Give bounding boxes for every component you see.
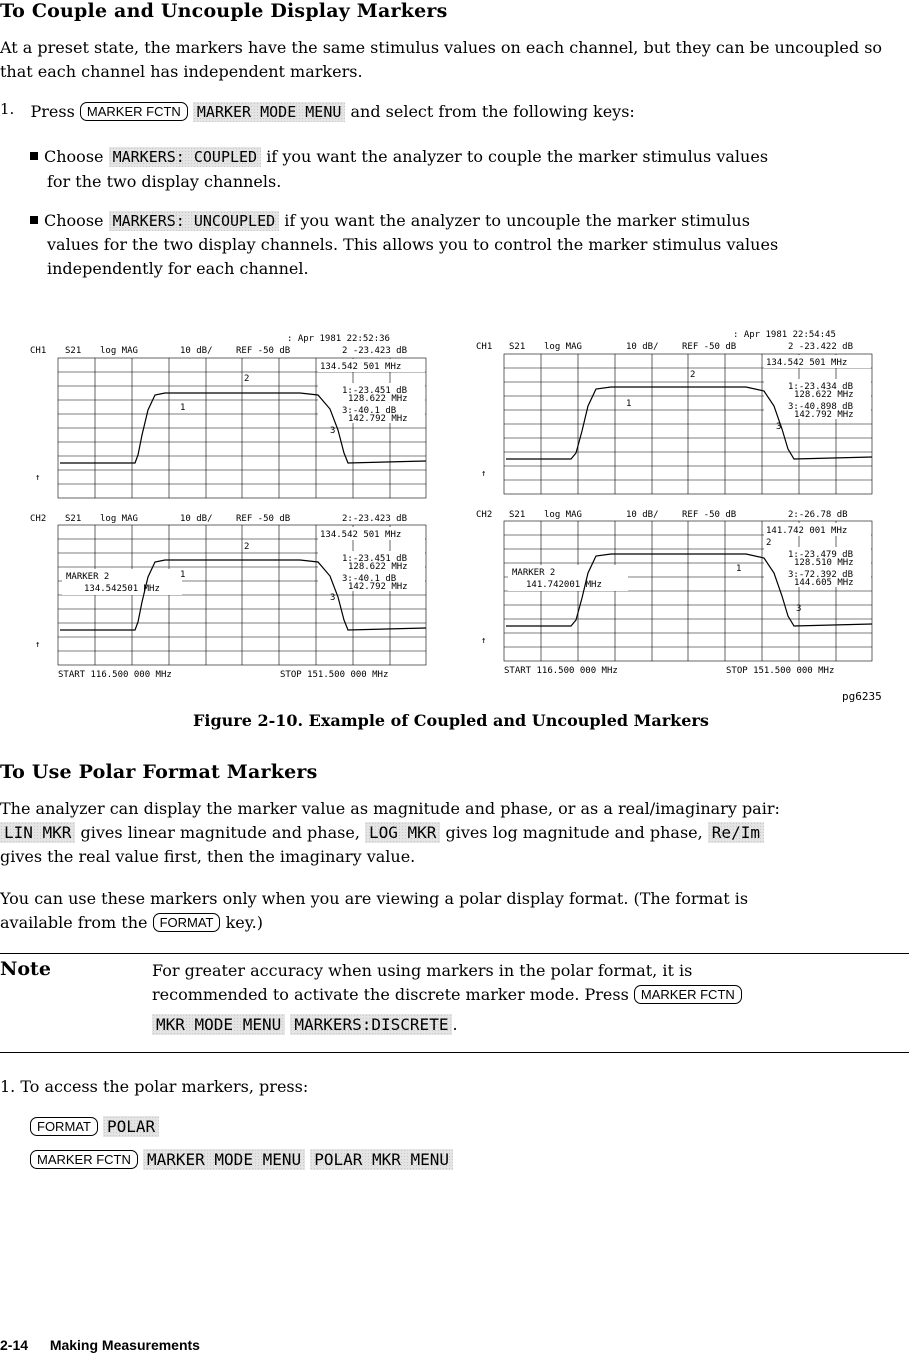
bullet-choose: Choose: [44, 147, 104, 166]
left-ch1-marker3: 3: [330, 426, 336, 436]
right-ch1-m3: 3:-40.898 dB: [788, 402, 854, 412]
left-ch1-m3: 3:-40.1 dB: [342, 406, 397, 416]
step-1: [0, 97, 905, 124]
footer: [0, 1337, 200, 1353]
right-ch1-ref-arrow: ↑: [481, 469, 487, 479]
footer-page: 2-14: [0, 1337, 29, 1353]
right-ch2-param: S21: [509, 510, 526, 520]
note-body: [152, 959, 902, 1037]
bullet-coupled: [30, 145, 908, 169]
right-stop: STOP 151.500 000 MHz: [726, 666, 835, 676]
left-ch1-active: 2 -23.423 dB: [342, 346, 408, 356]
bullet-text: if you want the analyzer to couple the marker stimulus values: [266, 147, 769, 166]
right-ch1-m1f: 128.622 MHz: [794, 390, 854, 400]
left-ch2-m3f: 142.792 MHz: [348, 582, 408, 592]
left-ch2-format: log MAG: [100, 514, 138, 524]
section-title-polar-markers: To Use Polar Format Markers: [0, 761, 318, 783]
right-ch1-label: CH1: [476, 342, 493, 352]
right-ch2-marker-freq: 141.742001 MHz: [526, 580, 602, 590]
right-ch1-m3f: 142.792 MHz: [794, 410, 854, 420]
bullet-icon: [30, 152, 38, 160]
polar-paragraph-2: [0, 887, 906, 935]
polar-mkr-menu-softkey[interactable]: POLAR MKR MENU: [310, 1149, 453, 1170]
left-ch2-marker-freq: 134.542501 MHz: [84, 584, 160, 594]
right-start: START 116.500 000 MHz: [504, 666, 618, 676]
left-ch1-ref-arrow: ↑: [35, 473, 41, 483]
right-ch2-m1: 1:-23.479 dB: [788, 550, 854, 560]
bullet-uncoupled-line2: values for the two display channels. This allows you to control the marker stimulus values: [47, 235, 779, 254]
left-ch1-ref: REF -50 dB: [236, 346, 291, 356]
bullet-uncoupled: [30, 209, 908, 233]
note-top-rule: [0, 953, 909, 954]
left-ch1-freq: 134.542 501 MHz: [320, 362, 402, 372]
footer-section: Making Measurements: [49, 1337, 200, 1353]
right-ch1-param: S21: [509, 342, 526, 352]
left-stop: STOP 151.500 000 MHz: [280, 670, 389, 680]
right-ch2-format: log MAG: [544, 510, 582, 520]
right-ch1-marker1: 1: [626, 399, 632, 409]
polar-p1b: gives linear magnitude and phase,: [80, 823, 360, 842]
left-ch1-format: log MAG: [100, 346, 138, 356]
format-key[interactable]: FORMAT: [153, 913, 221, 932]
step-number: 1.: [0, 100, 15, 118]
right-ch1-format: log MAG: [544, 342, 582, 352]
left-ch1-marker2: 2: [244, 374, 250, 384]
right-ch2-ref: REF -50 dB: [682, 510, 737, 520]
left-ch2-marker3: 3: [330, 593, 336, 603]
marker-fctn-key-2[interactable]: MARKER FCTN: [30, 1150, 138, 1169]
left-display: [30, 334, 426, 680]
note-line-b: recommended to activate the discrete marker mode. Press: [152, 985, 629, 1004]
note-line-a: For greater accuracy when using markers in the polar format, it is: [152, 961, 693, 980]
lin-mkr-softkey[interactable]: LIN MKR: [0, 822, 75, 843]
right-ch2-active: 2:-26.78 dB: [788, 510, 848, 520]
right-ch2-marker3: 3: [796, 604, 802, 614]
markers-discrete-softkey[interactable]: MARKERS:DISCRETE: [290, 1014, 452, 1035]
marker-mode-menu-softkey-2[interactable]: MARKER MODE MENU: [143, 1149, 305, 1170]
polar-p2b: available from the: [0, 913, 148, 932]
right-ch1-ref: REF -50 dB: [682, 342, 737, 352]
right-ch1-marker2: 2: [690, 370, 696, 380]
left-ch1-m3f: 142.792 MHz: [348, 414, 408, 424]
polar-p2a: You can use these markers only when you are viewing a polar display format. (The format is: [0, 889, 749, 908]
right-ch1-grid: [504, 354, 872, 494]
left-ch2-scale: 10 dB/: [180, 514, 213, 524]
right-ch2-freq: 141.742 001 MHz: [766, 526, 848, 536]
polar-p1c: gives log magnitude and phase,: [445, 823, 703, 842]
marker-fctn-key[interactable]: MARKER FCTN: [80, 102, 188, 121]
intro-paragraph: At a preset state, the markers have the same stimulus values on each channel, but they can be uncoupled so that each channel has independent markers.: [0, 38, 883, 81]
right-ch2-m3: 3:-72.392 dB: [788, 570, 854, 580]
left-ch2-ref: REF -50 dB: [236, 514, 291, 524]
step-tail: and select from the following keys:: [350, 102, 635, 121]
left-ch2-marker2: 2: [244, 542, 250, 552]
left-ch2-m1f: 128.622 MHz: [348, 562, 408, 572]
mkr-mode-menu-softkey[interactable]: MKR MODE MENU: [152, 1014, 285, 1035]
right-ch2-marker1: 1: [736, 564, 742, 574]
right-ch1-scale: 10 dB/: [626, 342, 659, 352]
polar-p2c: key.): [225, 913, 263, 932]
left-ch2-m1: 1:-23.451 dB: [342, 554, 408, 564]
right-ch1-active: 2 -23.422 dB: [788, 342, 854, 352]
left-ch1-m1: 1:-23.451 dB: [342, 386, 408, 396]
left-ch2-marker-label: MARKER 2: [66, 572, 110, 582]
polar-step-1: 1. To access the polar markers, press:: [0, 1077, 309, 1096]
right-ch1-m1: 1:-23.434 dB: [788, 382, 854, 392]
left-timestamp: : Apr 1981 22:52:36: [287, 334, 390, 344]
polar-keys-line2: [30, 1148, 453, 1172]
bullet-icon: [30, 216, 38, 224]
markers-coupled-softkey[interactable]: MARKERS: COUPLED: [109, 147, 262, 167]
polar-paragraph-1: [0, 797, 906, 869]
re-im-softkey[interactable]: Re/Im: [708, 822, 764, 843]
note-bottom-rule: [0, 1052, 909, 1053]
polar-p1d: gives the real value first, then the imaginary value.: [0, 847, 416, 866]
left-ch2-ref-arrow: ↑: [35, 640, 41, 650]
bullet-coupled-line2: for the two display channels.: [47, 172, 282, 191]
format-key-2[interactable]: FORMAT: [30, 1117, 98, 1136]
left-ch1-m1f: 128.622 MHz: [348, 394, 408, 404]
polar-p1a: The analyzer can display the marker value as magnitude and phase, or as a real/imaginary pair:: [0, 799, 780, 818]
right-display: [476, 330, 872, 676]
right-ch2-label: CH2: [476, 510, 493, 520]
left-ch2-marker1: 1: [180, 570, 186, 580]
right-ch1-freq: 134.542 501 MHz: [766, 358, 848, 368]
left-ch2-param: S21: [65, 514, 82, 524]
section-title-couple-markers: To Couple and Uncouple Display Markers: [0, 0, 448, 22]
polar-keys-line1: [30, 1115, 159, 1139]
left-ch1-grid: [58, 358, 426, 498]
right-ch1-marker3: 3: [776, 422, 782, 432]
left-ch2-freq: 134.542 501 MHz: [320, 530, 402, 540]
left-ch2-label: CH2: [30, 514, 47, 524]
left-ch1-marker1: 1: [180, 403, 186, 413]
left-ch1-param: S21: [65, 346, 82, 356]
right-timestamp: : Apr 1981 22:54:45: [733, 330, 836, 340]
right-ch2-marker-label: MARKER 2: [512, 568, 556, 578]
figure-caption: Figure 2-10. Example of Coupled and Uncoupled Markers: [193, 711, 709, 730]
step-press: Press: [30, 102, 75, 121]
right-ch2-scale: 10 dB/: [626, 510, 659, 520]
figure-id: pg6235: [842, 690, 882, 703]
bullet-choose: Choose: [44, 211, 104, 230]
left-ch2-m3: 3:-40.1 dB: [342, 574, 397, 584]
bullet-text: if you want the analyzer to uncouple the marker stimulus: [284, 211, 750, 230]
bullet-uncoupled-line3: independently for each channel.: [47, 259, 309, 278]
note-marker-fctn-key[interactable]: MARKER FCTN: [634, 985, 742, 1004]
figure-coupled-uncoupled: [0, 325, 909, 705]
left-ch2-active: 2:-23.423 dB: [342, 514, 408, 524]
right-ch2-ref-arrow: ↑: [481, 636, 487, 646]
polar-softkey[interactable]: POLAR: [103, 1116, 159, 1137]
right-ch2-marker2: 2: [766, 538, 772, 548]
right-ch2-m3f: 144.605 MHz: [794, 578, 854, 588]
left-ch1-scale: 10 dB/: [180, 346, 213, 356]
markers-uncoupled-softkey[interactable]: MARKERS: UNCOUPLED: [109, 211, 280, 231]
note-end: .: [452, 1015, 458, 1034]
log-mkr-softkey[interactable]: LOG MKR: [365, 822, 440, 843]
left-ch1-label: CH1: [30, 346, 47, 356]
left-start: START 116.500 000 MHz: [58, 670, 172, 680]
marker-mode-menu-softkey[interactable]: MARKER MODE MENU: [193, 102, 346, 122]
right-ch2-m1f: 128.510 MHz: [794, 558, 854, 568]
note-label: Note: [0, 958, 51, 980]
